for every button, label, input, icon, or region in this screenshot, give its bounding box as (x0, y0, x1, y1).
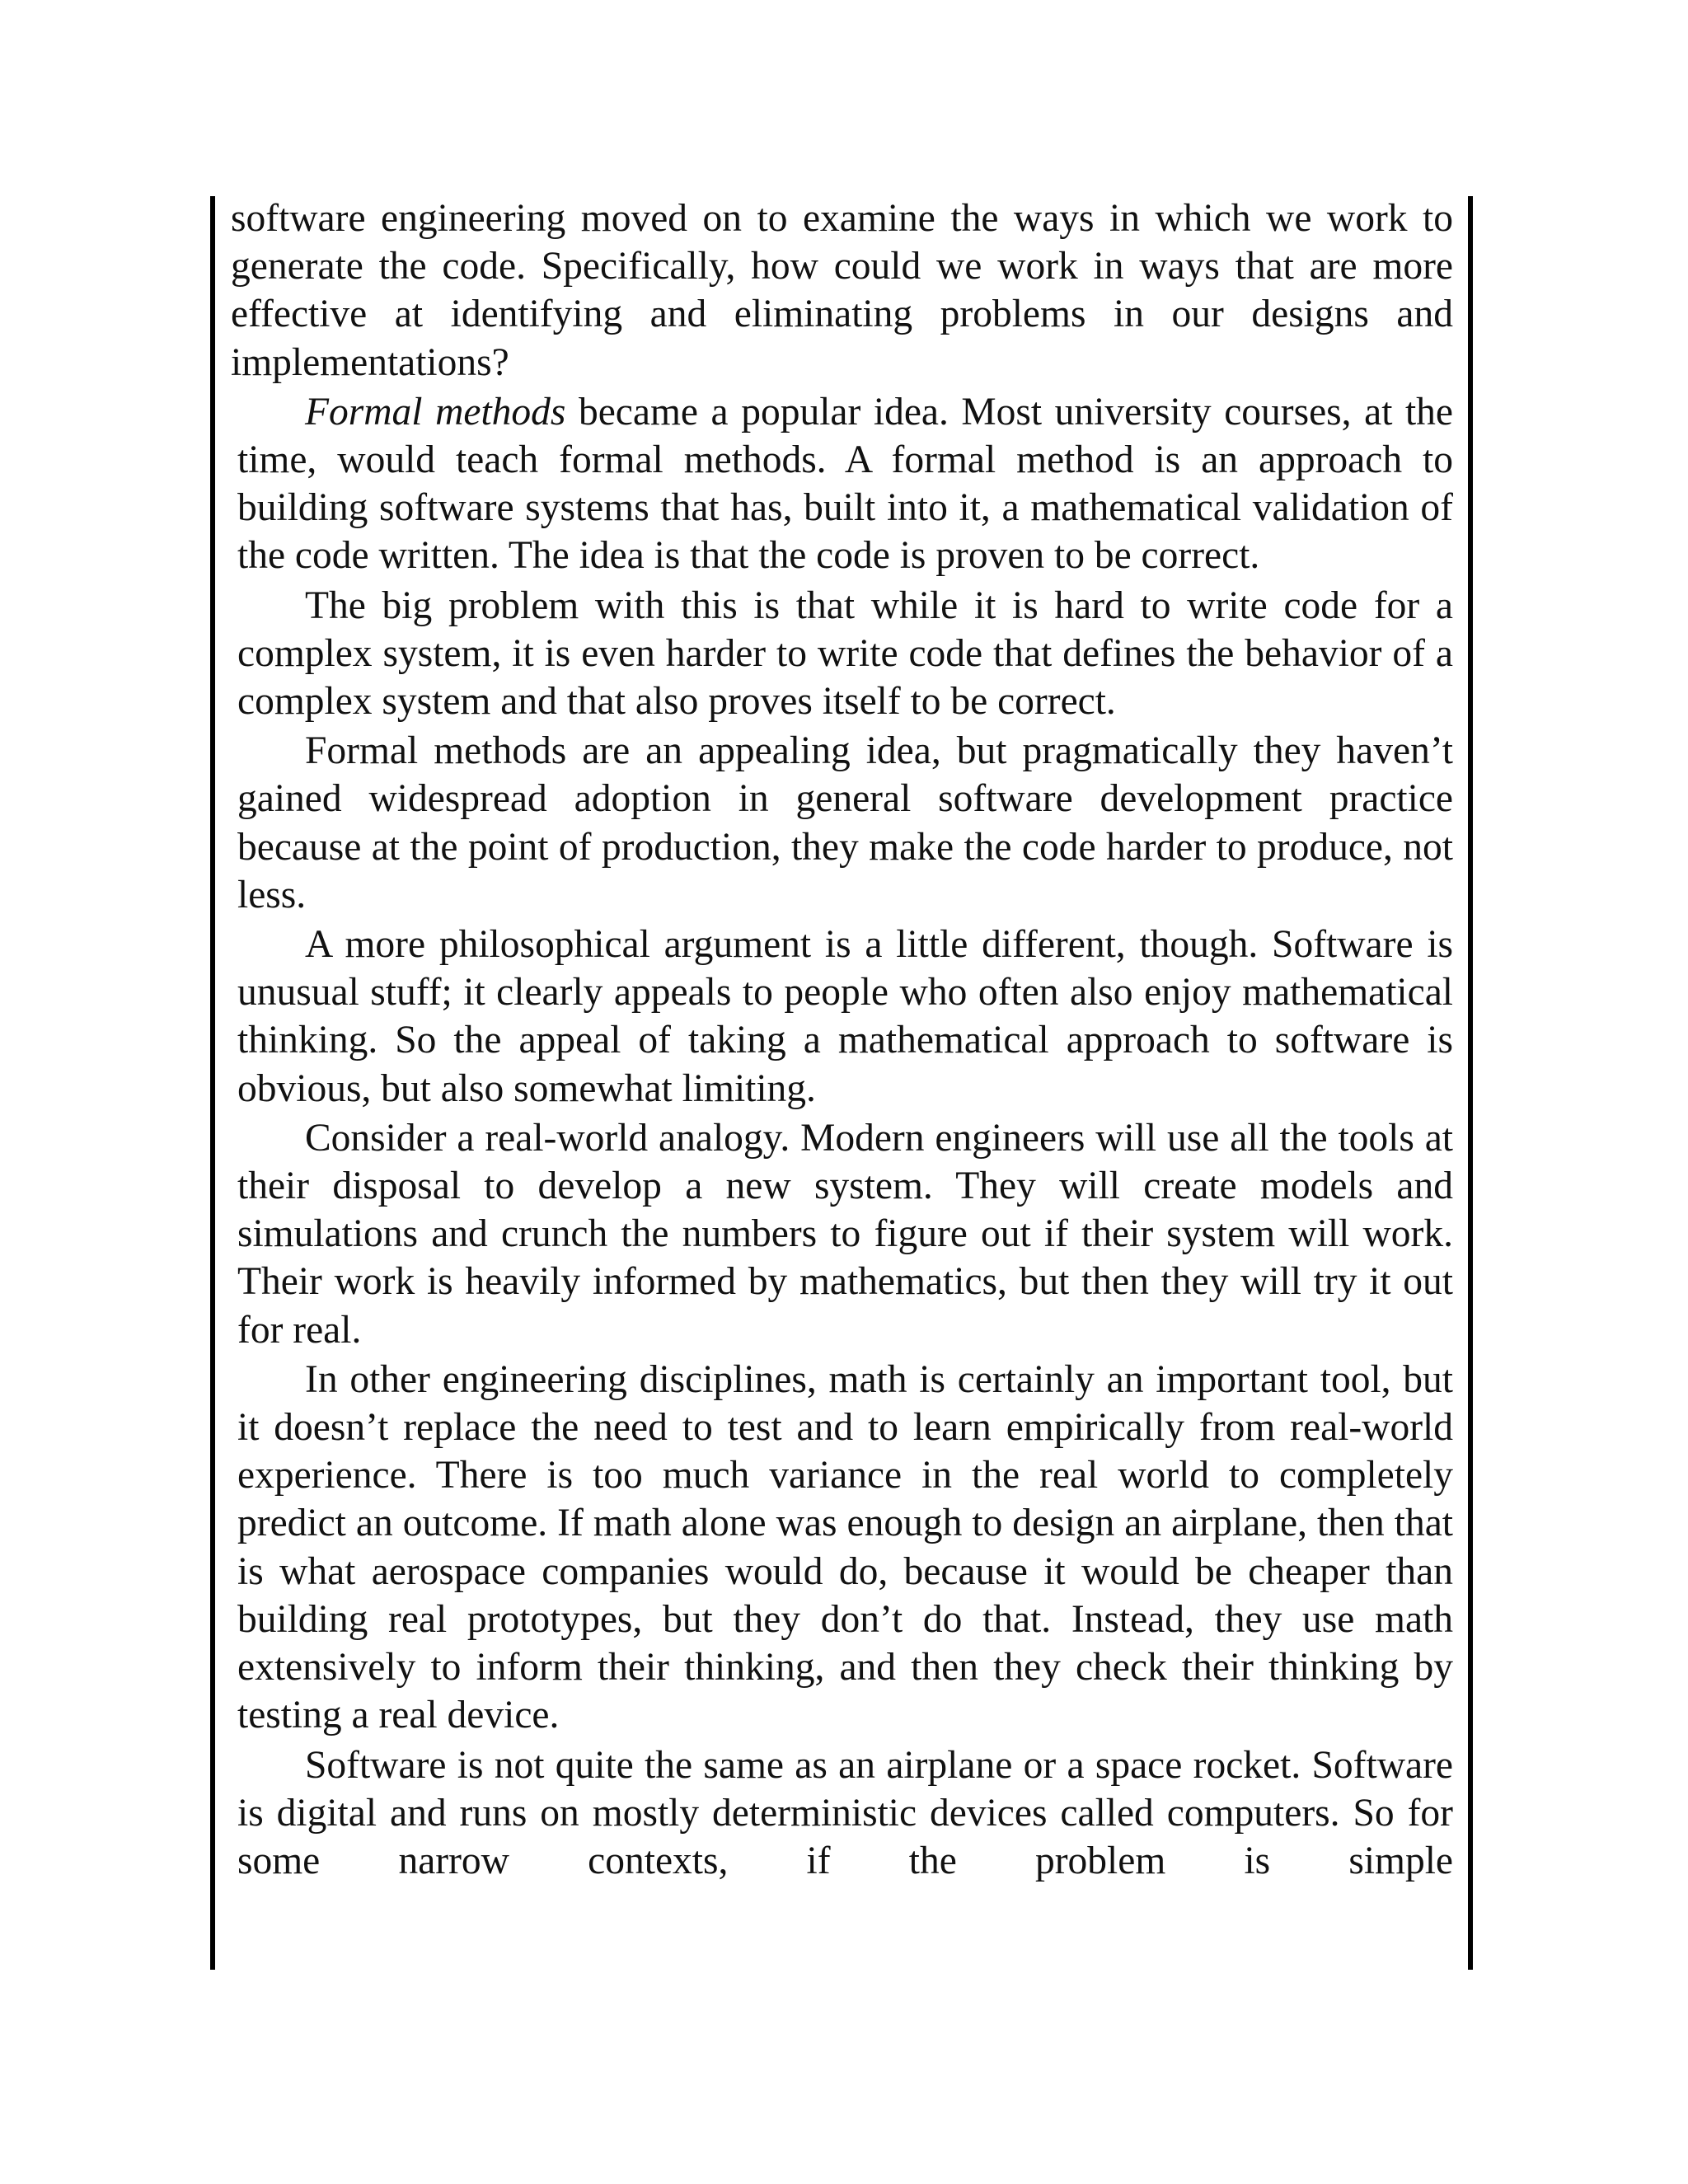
paragraph-text: Consider a real-world analogy. Modern engineers will use all the tools at their disposal to develop a new system. They will create models and simulations and crunch the numbers to figure out if their system will work. Their work is heavily informed by mathematics, but then they will try it out for real. (237, 1116, 1453, 1352)
paragraph (237, 582, 1453, 726)
paragraph-text: became a popular idea. Most university courses, at the time, would teach formal methods. A formal method is an approach to building software systems that has, built into it, a mathematical validation of the code written. The idea is that the code is proven to be correct. (237, 390, 1453, 578)
body-text-column (231, 194, 1453, 1885)
paragraph (237, 1741, 1453, 1886)
paragraph-text: A more philosophical argument is a little different, though. Software is unusual stuff; it clearly appeals to people who often also enjoy mathematical thinking. So the appeal of taking a mathematical approach to software is obvious, but also somewhat limiting. (237, 923, 1453, 1110)
emphasized-term: Formal methods (305, 390, 566, 434)
paragraph (237, 388, 1453, 580)
right-margin-rule (1468, 196, 1473, 1970)
paragraph-text: software engineering moved on to examine the ways in which we work to generate the code. Specifically, how could we work in ways that are more effective at identifying and eliminating problems in our designs and implementations? (231, 197, 1453, 384)
paragraph-text: Formal methods are an appealing idea, but pragmatically they haven’t gained widespread adoption in general software development practice because at the point of production, they make the code harder to produce, not less. (237, 729, 1453, 916)
paragraph-text: Software is not quite the same as an airplane or a space rocket. Software is digital and runs on mostly deterministic devices called computers. So for some narrow contexts, if the problem is simple (237, 1743, 1453, 1882)
paragraph (231, 194, 1453, 387)
left-margin-rule (210, 196, 215, 1970)
paragraph (237, 1356, 1453, 1740)
paragraph-text: The big problem with this is that while it is hard to write code for a complex system, it is even harder to write code that defines the behavior of a complex system and that also proves itself to be correct. (237, 583, 1453, 724)
paragraph (237, 921, 1453, 1113)
paragraph (237, 727, 1453, 919)
paragraph-text: In other engineering disciplines, math is certainly an important tool, but it doesn’t replace the need to test and to learn empirically from real-world experience. There is too much variance in the real world to completely predict an outcome. If math alone was enough to design an airplane, then that is what aerospace companies would do, because it would be cheaper than building real prototypes, but they don’t do that. Instead, they use math extensively to inform their thinking, and then they check their thinking by testing a real device. (237, 1357, 1453, 1737)
paragraph (237, 1114, 1453, 1354)
